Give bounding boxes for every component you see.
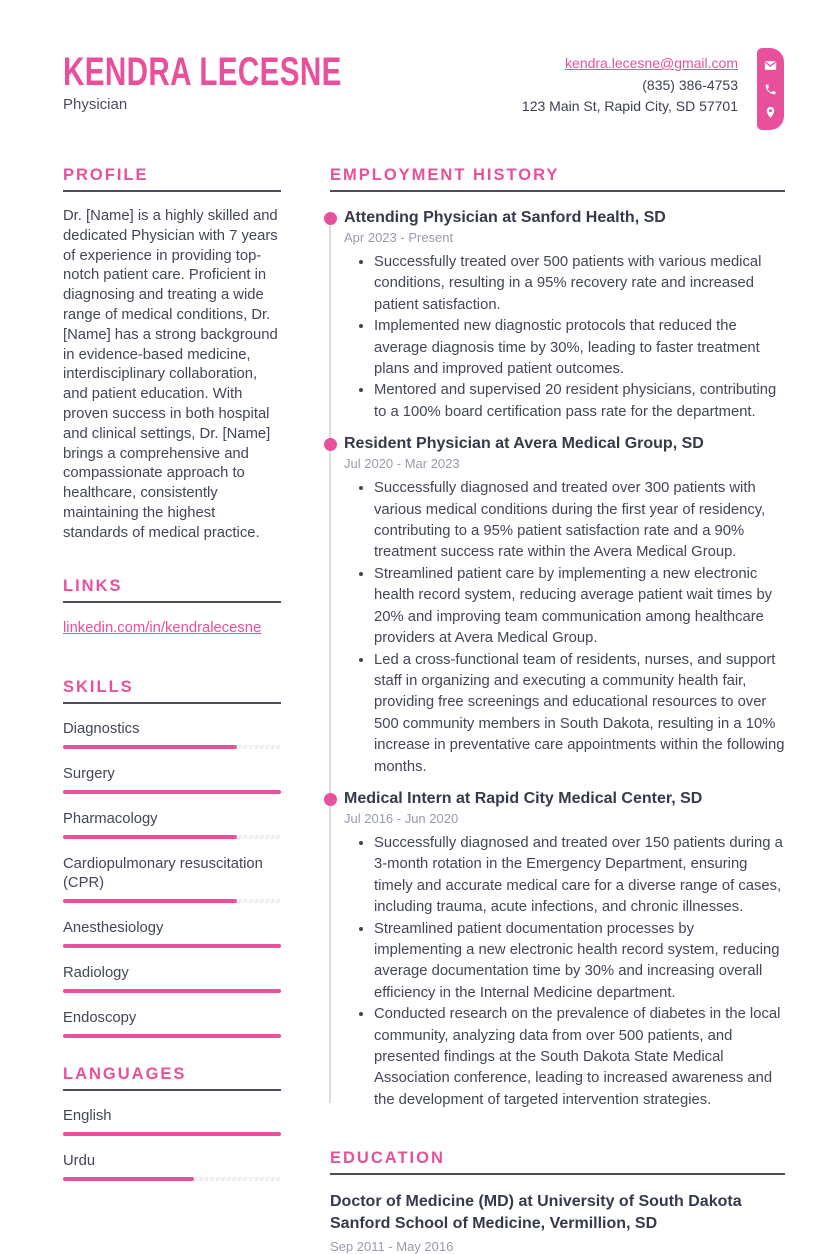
education-entry xyxy=(330,1191,785,1254)
meter-item xyxy=(63,765,281,794)
links-section xyxy=(63,577,281,638)
meter-bar xyxy=(63,989,281,993)
job-title: Attending Physician at Sanford Health, SD xyxy=(344,209,666,226)
meter-bar-fill xyxy=(63,1034,281,1038)
profile-heading: PROFILE xyxy=(63,166,149,184)
job-bullet-list xyxy=(344,252,785,423)
meter-item xyxy=(63,964,281,993)
job-bullet: • Implemented new diagnostic protocols that reduced the average diagnosis time by 30%, leading to faster treatment plans and improved patient outcomes. xyxy=(374,316,785,380)
address: 123 Main St, Rapid City, SD 57701 xyxy=(521,98,738,114)
skills-heading: SKILLS xyxy=(63,677,134,696)
left-column xyxy=(63,166,281,1197)
meter-label: Endoscopy xyxy=(63,1009,137,1026)
meter-bar xyxy=(63,835,281,839)
job-dates: Jul 2016 - Jun 2020 xyxy=(344,810,459,826)
job-bullet: • Successfully treated over 500 patients with various medical conditions, resulting in a 95% recovery rate and increased patient satisfaction. xyxy=(374,252,785,316)
meter-bar-fill xyxy=(63,745,237,749)
timeline-dot xyxy=(324,438,337,451)
meter-item xyxy=(63,1009,281,1038)
meter-bar xyxy=(63,790,281,794)
meter-item xyxy=(63,1107,281,1136)
contact-icon-bar xyxy=(757,48,784,130)
timeline-dot xyxy=(324,793,337,806)
meter-label: Radiology xyxy=(63,964,129,981)
meter-bar-fill xyxy=(63,989,281,993)
section-divider xyxy=(63,190,281,192)
skills-list xyxy=(63,720,281,1038)
employment-timeline xyxy=(330,208,785,1111)
meter-bar-fill xyxy=(63,1177,194,1181)
meter-bar xyxy=(63,1034,281,1038)
job-entry xyxy=(330,434,785,778)
employment-section xyxy=(330,166,785,1111)
job-bullet: • Conducted research on the prevalence of diabetes in the local community, analyzing data from over 500 patients, and presented findings at the South Dakota State Medical Association conference, leading to increased awareness and the development of targeted intervention strategies. xyxy=(374,1004,785,1111)
job-entry xyxy=(330,789,785,1111)
meter-label: Anesthesiology xyxy=(63,919,164,936)
links-list xyxy=(63,619,281,638)
job-bullet: • Led a cross-functional team of residents, nurses, and support staff in organizing and executing a community health fair, providing free screenings and educational resources to over 500 community members in South Dakota, resulting in a 10% increase in preventative care appointments within the following months. xyxy=(374,650,785,778)
meter-bar-fill xyxy=(63,899,237,903)
timeline-dot xyxy=(324,212,337,225)
phone-number: (835) 386-4753 xyxy=(642,76,738,93)
section-divider xyxy=(330,190,785,192)
person-name: KENDRA LECESNE xyxy=(63,50,342,94)
meter-bar-fill xyxy=(63,944,281,948)
meter-item xyxy=(63,919,281,948)
languages-heading: LANGUAGES xyxy=(63,1064,187,1083)
meter-label: Diagnostics xyxy=(63,720,140,737)
skills-section xyxy=(63,678,281,1038)
email-link[interactable]: kendra.lecesne@gmail.com xyxy=(565,55,738,71)
languages-section xyxy=(63,1065,281,1181)
job-title: Resident Physician at Avera Medical Group, SD xyxy=(344,435,704,453)
meter-bar xyxy=(63,899,281,903)
person-role: Physician xyxy=(63,96,128,113)
job-bullet: • Streamlined patient care by implementing a new electronic health record system, reducing average patient wait times by 20% and improving team communication among healthcare providers at Avera Medical Group. xyxy=(374,564,785,650)
meter-item xyxy=(63,810,281,839)
right-column xyxy=(330,166,785,1254)
section-divider xyxy=(63,702,281,704)
job-bullet: • Streamlined patient documentation processes by implementing a new electronic health record system, reducing average documentation time by 30% and increasing overall efficiency in the Internal Medicine department. xyxy=(374,919,785,1005)
education-heading: EDUCATION xyxy=(330,1149,445,1168)
profile-text: Dr. [Name] is a highly skilled and dedicated Physician with 7 years of experience in providing top-notch patient care. Proficient in diagnosing and treating a wide range of medical conditions, Dr. [Name] has a strong background in evidence-based medicine, interdisciplinary collaboration, and patient education. With proven success in both hospital and clinical settings, Dr. [Name] brings a comprehensive and compassionate approach to healthcare, consistently maintaining the highest standards of medical practice. xyxy=(63,208,278,541)
location-pin-icon xyxy=(764,106,777,119)
external-link[interactable]: linkedin.com/in/kendralecesne xyxy=(63,619,262,636)
education-list xyxy=(330,1191,785,1254)
meter-label: Surgery xyxy=(63,765,115,782)
meter-label: English xyxy=(63,1107,112,1124)
meter-bar-fill xyxy=(63,1132,281,1136)
education-section xyxy=(330,1149,785,1254)
envelope-icon xyxy=(764,59,777,72)
meter-label: Pharmacology xyxy=(63,810,158,827)
meter-bar xyxy=(63,745,281,749)
section-divider xyxy=(63,601,281,603)
links-heading: LINKS xyxy=(63,576,123,595)
meter-bar-fill xyxy=(63,790,281,794)
job-bullet-list xyxy=(344,833,785,1111)
meter-label: Cardiopulmonary resuscitation (CPR) xyxy=(63,855,263,891)
education-dates: Sep 2011 - May 2016 xyxy=(330,1239,454,1254)
section-divider xyxy=(63,1089,281,1091)
contact-block xyxy=(522,53,738,118)
languages-list xyxy=(63,1107,281,1181)
job-bullet: • Successfully diagnosed and treated over 150 patients during a 3-month rotation in the Emergency Department, ensuring timely and accurate medical care for a diverse range of cases, including trauma, acute infections, and chronic illnesses. xyxy=(374,833,785,919)
profile-section xyxy=(63,166,281,544)
job-title: Medical Intern at Rapid City Medical Center, SD xyxy=(344,789,703,807)
meter-bar-fill xyxy=(63,835,237,839)
job-entry xyxy=(330,208,785,423)
meter-item xyxy=(63,855,281,903)
meter-bar xyxy=(63,944,281,948)
meter-label: Urdu xyxy=(63,1152,96,1169)
job-bullet: • Mentored and supervised 20 resident physicians, contributing to a 100% board certification pass rate for the department. xyxy=(374,380,785,423)
education-title: Doctor of Medicine (MD) at University of South Dakota Sanford School of Medicine, Vermillion, SD xyxy=(330,1193,742,1233)
meter-item xyxy=(63,1152,281,1181)
meter-bar xyxy=(63,1177,281,1181)
phone-icon xyxy=(764,83,777,96)
meter-bar xyxy=(63,1132,281,1136)
job-dates: Jul 2020 - Mar 2023 xyxy=(344,456,460,472)
meter-item xyxy=(63,720,281,749)
section-divider xyxy=(330,1173,785,1175)
job-bullet: • Successfully diagnosed and treated over 300 patients with various medical conditions during the first year of residency, contributing to a 95% patient satisfaction rate and a 90% treatment success rate within the Avera Medical Group. xyxy=(374,478,785,564)
job-bullet-list xyxy=(344,478,785,778)
job-dates: Apr 2023 - Present xyxy=(344,230,454,245)
employment-heading: EMPLOYMENT HISTORY xyxy=(330,166,560,184)
